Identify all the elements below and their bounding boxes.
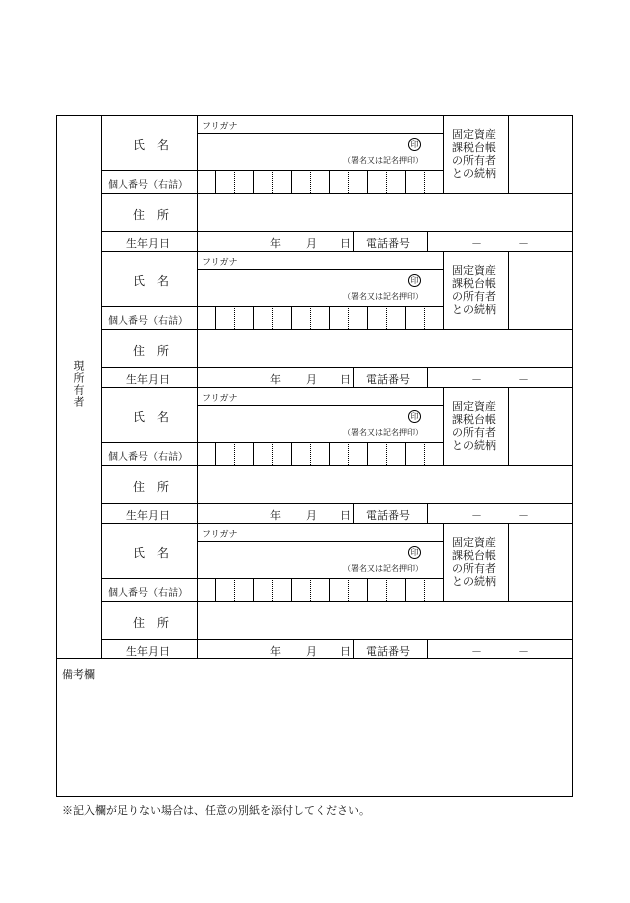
furigana-label: フリガナ <box>202 530 238 540</box>
furigana-label: フリガナ <box>202 258 238 268</box>
my-number-digit-divider <box>291 170 292 193</box>
owner-block-separator <box>101 387 573 388</box>
my-number-digit-divider <box>291 306 292 329</box>
col-line <box>443 387 444 465</box>
col-line <box>427 231 428 251</box>
col-line <box>427 367 428 387</box>
my-number-digit-divider <box>405 578 406 601</box>
my-number-digit-divider <box>329 306 330 329</box>
row-line <box>101 639 573 640</box>
my-number-digit-divider <box>367 442 368 465</box>
my-number-digit-divider <box>348 442 349 465</box>
phone-label: 電話番号 <box>366 237 410 250</box>
my-number-digit-divider <box>386 306 387 329</box>
my-number-digit-divider <box>405 442 406 465</box>
footer-note: ※記入欄が足りない場合は、任意の別紙を添付してください。 <box>62 804 370 817</box>
my-number-digit-divider <box>272 442 273 465</box>
relation-label: 固定資産 課税台帳 の所有者 との続柄 <box>452 128 496 180</box>
col-line <box>508 387 509 465</box>
my-number-digit-divider <box>272 578 273 601</box>
my-number-digit-divider <box>310 170 311 193</box>
my-number-digit-divider <box>234 578 235 601</box>
my-number-digit-divider <box>291 442 292 465</box>
my-number-digit-divider <box>386 170 387 193</box>
my-number-digit-divider <box>234 306 235 329</box>
my-number-digit-divider <box>348 306 349 329</box>
my-number-digit-divider <box>405 306 406 329</box>
my-number-digit-divider <box>234 442 235 465</box>
my-number-digit-divider <box>310 578 311 601</box>
row-line <box>101 367 573 368</box>
col-line <box>353 367 354 387</box>
my-number-digit-divider <box>310 306 311 329</box>
my-number-digit-divider <box>215 578 216 601</box>
section-label-current-owner: 現所有者 <box>72 360 85 408</box>
row-line <box>101 503 573 504</box>
name-input[interactable] <box>198 406 398 440</box>
my-number-digit-divider <box>367 578 368 601</box>
seal-icon: 印 <box>408 546 421 559</box>
col-line <box>427 503 428 523</box>
phone-dash: － <box>518 373 529 386</box>
name-label: 氏 名 <box>133 546 170 560</box>
day-label: 日 <box>340 237 351 250</box>
col-line <box>427 639 428 659</box>
my-number-digit-divider <box>424 442 425 465</box>
my-number-digit-divider <box>348 170 349 193</box>
my-number-digit-divider <box>424 578 425 601</box>
address-input[interactable] <box>198 330 572 366</box>
day-label: 日 <box>340 645 351 658</box>
my-number-digit-divider <box>253 306 254 329</box>
my-number-digit-divider <box>215 170 216 193</box>
col-line <box>508 115 509 193</box>
month-label: 月 <box>306 509 317 522</box>
birthdate-label: 生年月日 <box>126 237 170 250</box>
my-number-digit-divider <box>272 306 273 329</box>
day-label: 日 <box>340 509 351 522</box>
furigana-label: フリガナ <box>202 122 238 132</box>
my-number-label: 個人番号（右詰） <box>108 452 188 463</box>
col-line <box>353 503 354 523</box>
phone-dash: － <box>518 237 529 250</box>
address-input[interactable] <box>198 466 572 502</box>
my-number-label: 個人番号（右詰） <box>108 588 188 599</box>
day-label: 日 <box>340 373 351 386</box>
address-label: 住 所 <box>133 344 170 358</box>
my-number-digit-divider <box>367 170 368 193</box>
my-number-digit-divider <box>310 442 311 465</box>
my-number-digit-divider <box>329 442 330 465</box>
birthdate-label: 生年月日 <box>126 373 170 386</box>
relation-label: 固定資産 課税台帳 の所有者 との続柄 <box>452 536 496 588</box>
my-number-digit-divider <box>291 578 292 601</box>
col-line <box>508 523 509 601</box>
phone-dash: － <box>471 509 482 522</box>
my-number-digit-divider <box>253 170 254 193</box>
col-line <box>508 251 509 329</box>
my-number-digit-divider <box>329 578 330 601</box>
owner-block-separator <box>101 251 573 252</box>
my-number-digit-divider <box>253 442 254 465</box>
my-number-digit-divider <box>405 170 406 193</box>
sign-note: （署名又は記名押印） <box>343 156 423 165</box>
birthdate-label: 生年月日 <box>126 509 170 522</box>
phone-dash: － <box>471 373 482 386</box>
seal-icon: 印 <box>408 138 421 151</box>
year-label: 年 <box>270 509 281 522</box>
furigana-label: フリガナ <box>202 394 238 404</box>
month-label: 月 <box>306 237 317 250</box>
my-number-digit-divider <box>329 170 330 193</box>
name-input[interactable] <box>198 542 398 576</box>
seal-icon: 印 <box>408 410 421 423</box>
phone-dash: － <box>518 509 529 522</box>
sign-note: （署名又は記名押印） <box>343 292 423 301</box>
my-number-digit-divider <box>367 306 368 329</box>
address-input[interactable] <box>198 194 572 230</box>
my-number-digit-divider <box>348 578 349 601</box>
name-input[interactable] <box>198 270 398 304</box>
address-input[interactable] <box>198 602 572 638</box>
my-number-digit-divider <box>253 578 254 601</box>
remarks-label: 備考欄 <box>62 668 95 681</box>
phone-dash: － <box>518 645 529 658</box>
owner-block-separator <box>101 523 573 524</box>
year-label: 年 <box>270 373 281 386</box>
phone-dash: － <box>471 645 482 658</box>
birthdate-label: 生年月日 <box>126 645 170 658</box>
relation-label: 固定資産 課税台帳 の所有者 との続柄 <box>452 400 496 452</box>
phone-dash: － <box>471 237 482 250</box>
sign-note: （署名又は記名押印） <box>343 564 423 573</box>
my-number-label: 個人番号（右詰） <box>108 316 188 327</box>
phone-label: 電話番号 <box>366 509 410 522</box>
month-label: 月 <box>306 645 317 658</box>
my-number-digit-divider <box>424 170 425 193</box>
col-line <box>353 639 354 659</box>
row-line <box>101 231 573 232</box>
col-line <box>443 115 444 193</box>
col-line <box>443 523 444 601</box>
col-line <box>443 251 444 329</box>
name-label: 氏 名 <box>133 138 170 152</box>
col-line <box>353 231 354 251</box>
seal-icon: 印 <box>408 274 421 287</box>
my-number-digit-divider <box>215 306 216 329</box>
year-label: 年 <box>270 645 281 658</box>
my-number-digit-divider <box>386 578 387 601</box>
phone-label: 電話番号 <box>366 373 410 386</box>
my-number-digit-divider <box>234 170 235 193</box>
address-label: 住 所 <box>133 480 170 494</box>
address-label: 住 所 <box>133 208 170 222</box>
name-label: 氏 名 <box>133 274 170 288</box>
my-number-label: 個人番号（右詰） <box>108 180 188 191</box>
name-label: 氏 名 <box>133 410 170 424</box>
my-number-digit-divider <box>215 442 216 465</box>
address-label: 住 所 <box>133 616 170 630</box>
my-number-digit-divider <box>424 306 425 329</box>
name-input[interactable] <box>198 134 398 168</box>
my-number-digit-divider <box>272 170 273 193</box>
sign-note: （署名又は記名押印） <box>343 428 423 437</box>
relation-label: 固定資産 課税台帳 の所有者 との続柄 <box>452 264 496 316</box>
phone-label: 電話番号 <box>366 645 410 658</box>
year-label: 年 <box>270 237 281 250</box>
my-number-digit-divider <box>386 442 387 465</box>
month-label: 月 <box>306 373 317 386</box>
